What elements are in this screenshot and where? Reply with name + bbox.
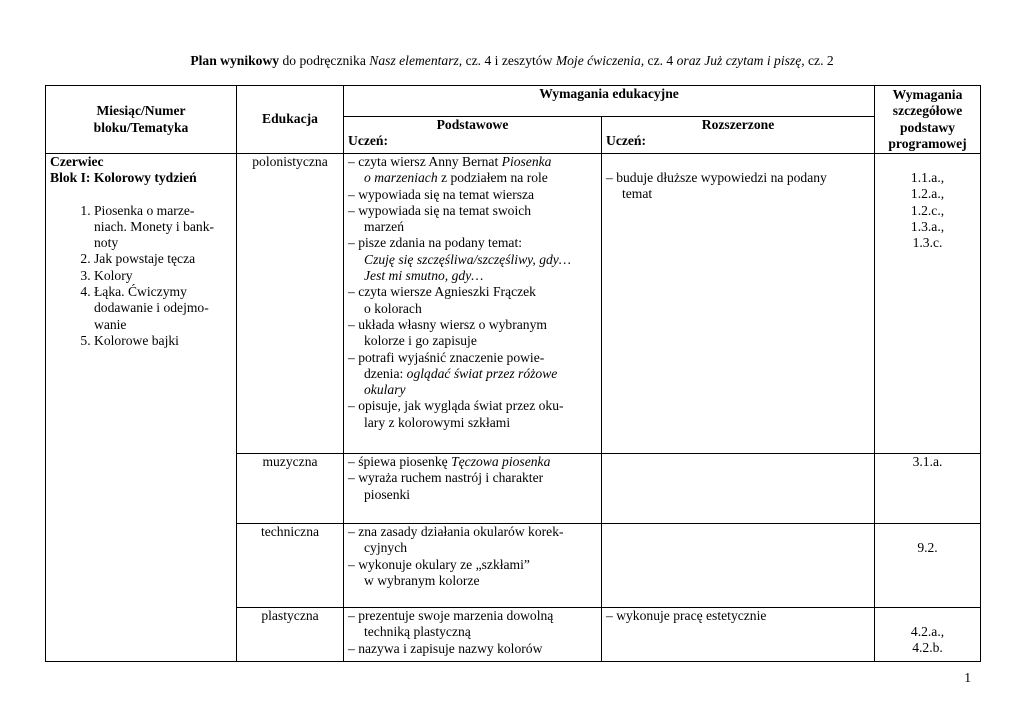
requirement-line: o kolorach [364, 300, 422, 316]
basic-cell [344, 608, 602, 662]
row-polonistyczna [46, 154, 981, 454]
header-extended [602, 117, 875, 154]
topic-item: 1. Piosenka o marze- niach. Monety i bank- noty [94, 203, 232, 252]
requirement-line: temat [622, 186, 653, 202]
code-line: 3.1.a. [912, 454, 943, 469]
basic-cell [344, 524, 602, 608]
requirement-line: – śpiewa piosenkę Tęczowa piosenka [348, 454, 551, 469]
codes-cell [875, 454, 981, 524]
block-name: Blok I: Kolorowy tydzień [50, 170, 197, 186]
header-detailed-line: podstawy [899, 119, 956, 135]
requirement-line: w wybranym kolorze [364, 572, 480, 588]
document-title [0, 53, 1024, 69]
block-cell [46, 154, 237, 662]
title-workbook: Moje ćwiczenia, [555, 53, 645, 68]
edukacja-cell: muzyczna [237, 454, 344, 524]
extended-cell [602, 524, 875, 608]
requirement-line: – wypowiada się na temat wiersza [348, 186, 535, 202]
requirement-line: – wypowiada się na temat swoich [348, 202, 532, 218]
header-requirements: Wymagania edukacyjne [344, 86, 875, 117]
header-basic-label: Podstawowe [436, 117, 509, 132]
topics-list [50, 203, 232, 350]
title-part2: cz. 4 i zeszytów [462, 53, 556, 68]
edukacja-cell: polonistyczna [237, 154, 344, 454]
header-detailed-line: programowej [888, 135, 967, 151]
requirement-line: – wykonuje okulary ze „szkłami” [348, 556, 530, 572]
requirement-line: – wyraża ruchem nastrój i charakter [348, 470, 544, 486]
title-book: Nasz elementarz, [369, 53, 463, 68]
requirement-line: – opisuje, jak wygląda świat przez oku- [348, 398, 564, 414]
extended-cell [602, 608, 875, 662]
requirement-line: – wykonuje pracę estetycznie [606, 608, 767, 623]
requirement-line: – nazywa i zapisuje nazwy kolorów [348, 640, 543, 656]
title-workbook2: oraz Już czytam i piszę, [676, 53, 805, 68]
header-col1-line1: Miesiąc/Numer [96, 103, 186, 119]
header-extended-label: Rozszerzone [701, 117, 775, 132]
code-line: 1.3.a., [910, 218, 945, 234]
plan-table [45, 85, 981, 662]
requirement-line: piosenki [364, 486, 411, 502]
requirement-line: Czuję się szczęśliwa/szczęśliwy, gdy… [364, 251, 571, 267]
requirement-line: Jest mi smutno, gdy… [364, 268, 484, 284]
title-bold: Plan wynikowy [190, 53, 280, 68]
header-basic-student: Uczeń: [348, 133, 389, 149]
requirement-line: dzenia: oglądać świat przez różowe [364, 365, 558, 381]
codes-cell [875, 154, 981, 454]
header-basic [344, 117, 602, 154]
requirement-line: – czyta wiersze Agnieszki Frączek [348, 284, 536, 300]
requirement-line: – czyta wiersz Anny Bernat Piosenka [348, 154, 552, 169]
header-row-1 [46, 86, 981, 117]
topic-item: 5. Kolorowe bajki [94, 333, 232, 349]
header-detailed-line: szczegółowe [892, 103, 963, 119]
basic-cell [344, 154, 602, 454]
requirement-line: – prezentuje swoje marzenia dowolną [348, 608, 554, 623]
header-extended-student: Uczeń: [606, 133, 647, 149]
requirement-line: cyjnych [364, 540, 408, 556]
header-edukacja: Edukacja [237, 86, 344, 154]
edukacja-cell: techniczna [237, 524, 344, 608]
requirement-line: – potrafi wyjaśnić znaczenie powie- [348, 349, 545, 365]
requirement-line: marzeń [364, 219, 404, 235]
requirement-line: o marzeniach z podziałem na role [364, 170, 548, 186]
topic-item: 2. Jak powstaje tęcza [94, 251, 232, 267]
code-line: 1.2.c., [910, 202, 945, 218]
requirement-line: – buduje dłuższe wypowiedzi na podany [606, 170, 827, 185]
requirement-line: techniką plastyczną [364, 624, 471, 640]
basic-cell [344, 454, 602, 524]
requirement-line: lary z kolorowymi szkłami [364, 414, 511, 430]
code-line: 4.2.b. [912, 640, 943, 656]
page-number: 1 [964, 670, 971, 685]
extended-cell [602, 154, 875, 454]
header-col1-line2: bloku/Tematyka [93, 119, 189, 135]
code-line: 1.3.c. [912, 235, 943, 251]
header-month-block [46, 86, 237, 154]
title-part1: do podręcznika [279, 53, 370, 68]
requirement-line: kolorze i go zapisuje [364, 333, 477, 349]
extended-cell [602, 454, 875, 524]
requirement-line: – układa własny wiersz o wybranym [348, 316, 547, 332]
header-detailed [875, 86, 981, 154]
topic-item: 4. Łąka. Ćwiczymy dodawanie i odejmo- wanie [94, 284, 232, 333]
codes-cell [875, 608, 981, 662]
code-line: 9.2. [917, 540, 938, 555]
requirement-line: – zna zasady działania okularów korek- [348, 524, 564, 539]
topic-item: 3. Kolory [94, 268, 232, 284]
code-line: 1.2.a., [910, 186, 945, 202]
header-detailed-line: Wymagania [892, 86, 963, 102]
code-line: 4.2.a., [910, 624, 945, 639]
edukacja-cell: plastyczna [237, 608, 344, 662]
code-line: 1.1.a., [910, 170, 945, 185]
title-part4: cz. 2 [804, 53, 834, 68]
requirement-line: okulary [364, 382, 406, 398]
block-month: Czerwiec [50, 154, 104, 169]
requirement-line: – pisze zdania na podany temat: [348, 235, 523, 251]
codes-cell [875, 524, 981, 608]
title-part3: cz. 4 [644, 53, 677, 68]
